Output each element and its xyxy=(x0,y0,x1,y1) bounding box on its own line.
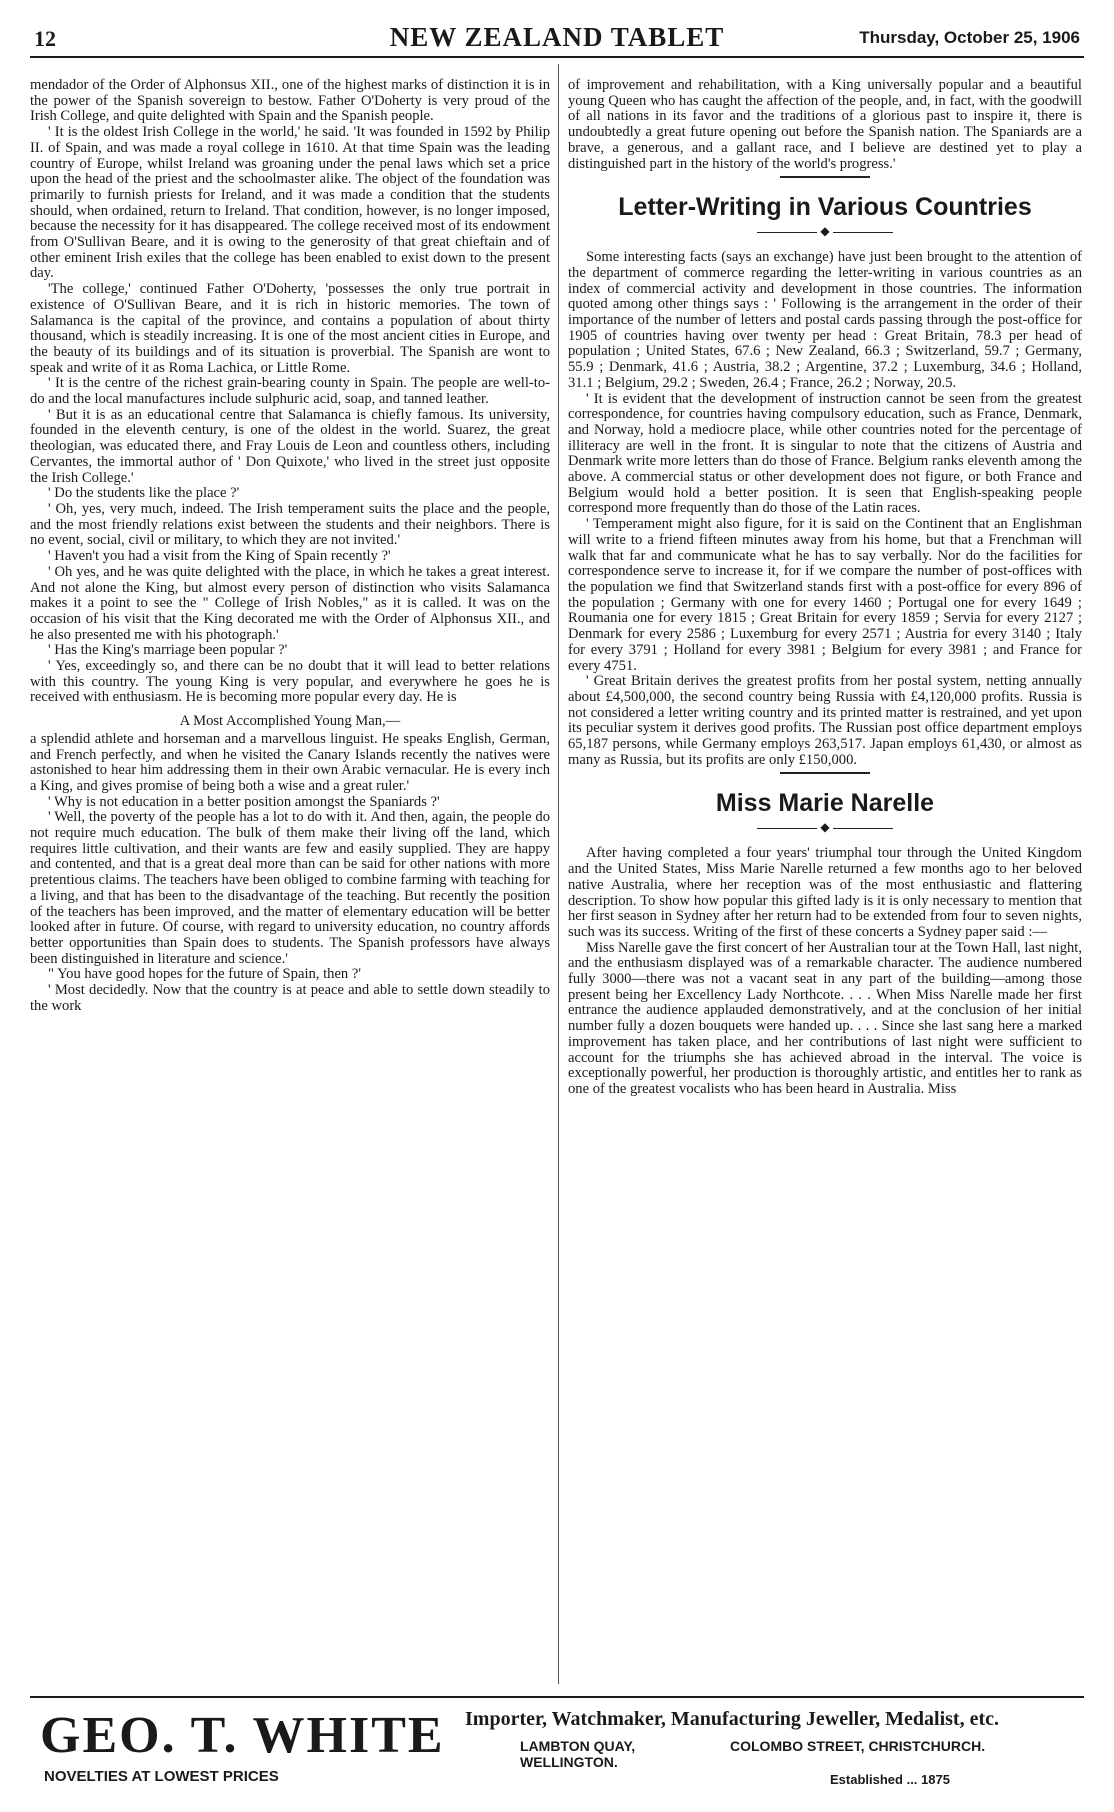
paragraph: ' Yes, exceedingly so, and there can be no doubt that it will lead to better relations with this country. The young King is very popular, and everywhere he goes he is received with enthusiasm. He is becoming more popular every day. He is xyxy=(30,658,550,706)
right-column xyxy=(568,78,1082,1678)
column-divider xyxy=(558,64,559,1684)
paragraph: mendador of the Order of Alphonsus XII., one of the highest marks of distinction it is in the power of the Spanish sovereign to bestow. Father O'Doherty is very proud of the Irish College, and quite delighted with Spain and the Spanish people. xyxy=(30,78,550,125)
address-line: LAMBTON QUAY, xyxy=(520,1738,636,1754)
paragraph: 'The college,' continued Father O'Doherty, 'possesses the only true portrait in existence of O'Sullivan Beare, and it is rich in historic memories. The town of Salamanca is the capital of the province, and contains a population of about thirty thousand, which is steadily increasing. It is one of the most ancient cities in Europe, and the beauty of its buildings and of its situation is proverbial. The Spanish are wont to speak and write of it as Roma Lachica, or Little Rome. xyxy=(30,281,550,376)
section-rule xyxy=(780,772,870,774)
title-ornament: ◆ xyxy=(568,224,1082,238)
paragraph: a splendid athlete and horseman and a marvellous linguist. He speaks English, German, and French perfectly, and when he visited the Canary Islands recently the natives were astonished to hear him addressing them in their own Arabic vernacular. He is every inch a King, and gives promise of being both a wise and a great ruler.' xyxy=(30,730,550,794)
paragraph: Some interesting facts (says an exchange) have just been brought to the attention of the department of commerce regarding the letter-writing in various countries as an index of commercial activity and development in those countries. The information quoted among other things says : ' Following is the arrangement in the order of their importance of the number of letters and postal cards passing through the post-office for 1905 of countries having over twenty per head : Great Britain, 78.3 per head of population ; United States, 67.6 ; New Zealand, 66.3 ; Switzerland, 59.7 ; Germany, 55.9 ; Denmark, 41.6 ; Austria, 38.2 ; Argentine, 37.2 ; Luxemburg, 34.6 ; Holland, 31.1 ; Belgium, 29.2 ; Sweden, 26.4 ; France, 26.2 ; Norway, 20.5. xyxy=(568,249,1082,391)
paragraph: ' Haven't you had a visit from the King of Spain recently ?' xyxy=(48,548,391,565)
wellington-address xyxy=(520,1738,635,1770)
article-title-letter-writing: Letter-Writing in Various Countries xyxy=(618,193,1032,222)
paragraph: After having completed a four years' triumphal tour through the United Kingdom and the United States, Miss Marie Narelle returned a few months ago to her beloved native Australia, where her reception was of the most enthusiastic and flattering description. To show how popular this gifted lady is it is only necessary to mention that her first season in Sydney after her return had to be extended from four to seven nights, such was its success. Writing of the first of these concerts a Sydney paper said :— xyxy=(568,845,1082,940)
title-ornament: ◆ xyxy=(568,820,1082,834)
paragraph: ' Has the King's marriage been popular ?' xyxy=(48,642,288,659)
paragraph: ' Oh yes, and he was quite delighted with the place, in which he takes a great interest. And not alone the King, but almost every person of distinction who visits Salamanca makes it a point to see the " College of Irish Nobles," as it is called. It was on the occasion of his visit that the King decorated me with the Order of Alphonsus XII., and he also presented me with his photograph.' xyxy=(30,563,550,643)
paragraph: ' Most decidedly. Now that the country is at peace and able to settle down steadily to the work xyxy=(30,982,550,1014)
paragraph: ' Temperament might also figure, for it is said on the Continent that an Englishman will write to a friend fifteen minutes away from his home, but that a Frenchman will walk that far and communicate what he has to say verbally. Nor do the facilities for correspondence serve to increase it, for if we compare the number of post-offices with the population we find that Switzerland stands first with a post-office for every 896 of the population ; Germany with one for every 1460 ; Portugal one for every 1649 ; Roumania one for every 1815 ; Great Britain for every 1859 ; Servia for every 2127 ; Denmark for every 2586 ; Luxemburg for every 2571 ; Austria for every 3140 ; Italy for every 3791 ; Holland for every 3981 ; Belgium for every 3981 ; and France for every 4751. xyxy=(568,516,1082,674)
paragraph: ' Great Britain derives the greatest profits from her postal system, netting annually about £4,500,000, the second country being Russia with £4,120,000 profits. Russia is not considered a letter writing country and its printed matter is restrained, and yet upon its peculiar system it derives good profits. The Russian post office department employs 65,187 persons, while Germany employs 263,517. Japan employs 61,430, or almost as many as Russia, but its profits are only £150,000. xyxy=(568,673,1082,768)
paragraph: ' Well, the poverty of the people has a lot to do with it. And then, again, the people do not require much education. The bulk of them make their living off the land, which requires little cultivation, and their wants are few and easily supplied. They are happy and contented, and that is a great deal more than can be said for other nations with more pretentious claims. The teachers have been obliged to combine farming with teaching for a living, and that has been to the disadvantage of the teaching. But recently the position of the teachers has been improved, and the matter of elementary education will be better looked after in future. Of course, with regard to university education, no country affords better opportunities than Spain does to students. The Spanish professors have always been distinguished in literature and science.' xyxy=(30,809,550,967)
paragraph: ' It is the oldest Irish College in the world,' he said. 'It was founded in 1592 by Philip II. of Spain, and was made a royal college in 1610. At that time Spain was the leading country of Europe, whilst Ireland was groaning under the penal laws which set a price upon the head of the priest and the schoolmaster alike. The object of the foundation was primarily to furnish priests for Ireland, and it was made a condition that the students should, when ordained, return to Ireland. That condition, however, is no longer imposed, because the necessity for it has disappeared. The college received most of its endowment from O'Sullivan Beare, and it is owing to the generosity of that great chieftain and of other eminent Irish exiles that the college has been enabled to exist down to the present day. xyxy=(30,124,550,282)
newspaper-title: NEW ZEALAND TABLET xyxy=(389,22,725,52)
address-line: WELLINGTON. xyxy=(520,1754,618,1770)
page-number: 12 xyxy=(34,26,56,51)
advertiser-trade: Importer, Watchmaker, Manufacturing Jeweller, Medalist, etc. xyxy=(465,1708,999,1730)
paragraph: ' Oh, yes, very much, indeed. The Irish temperament suits the place and the people, and the most friendly relations exist between the students and their neighbors. There is no event, social, civil or military, to which they are not invited.' xyxy=(30,500,550,549)
masthead xyxy=(30,20,1084,58)
address-line: COLOMBO STREET, CHRISTCHURCH. xyxy=(730,1738,986,1754)
paragraph: ' It is the centre of the richest grain-bearing county in Spain. The people are well-to-do and the local manufactures include sulphuric acid, soap, and tanned leather. xyxy=(30,375,550,408)
paragraph: ' Why is not education in a better position amongst the Spaniards ?' xyxy=(48,793,440,810)
advertisement xyxy=(30,1696,1084,1798)
paragraph: Miss Narelle gave the first concert of her Australian tour at the Town Hall, last night, and the enthusiasm displayed was of a remarkable character. The audience numbered fully 3000—there was not a vacant seat in any part of the building—among those present being her Excellency Lady Northcote. . . . When Miss Narelle made her first entrance the audience applauded demonstratively, and at the conclusion of her initial number fully a dozen bouquets were handed up. . . . Since she last sang here a marked improvement has taken place, and her contributions of last night were sufficient to account for the triumphs she has achieved abroad in the interval. The voice is exceptionally powerful, her production is thoroughly artistic, and entitles her to rank as one of the greatest vocalists who has been heard in Australia. Miss xyxy=(568,939,1082,1097)
paragraph: ' It is evident that the development of instruction cannot be seen from the greatest correspondence, for countries having compulsory education, such as France, Denmark, and Norway, hold a mediocre place, while other countries noted for the percentage of illiteracy are well in the front. It is singular to note that the citizens of Austria and Denmark write more letters than do those of France. Belgium ranks eleventh among the above. A commercial status or other development does not figure, or both France and Belgium would hold a better position. It is seen that English-speaking people correspond more frequently than do those of the Latin races. xyxy=(568,390,1082,517)
advertiser-name: GEO. T. WHITE xyxy=(40,1707,445,1764)
advertiser-tagline: NOVELTIES AT LOWEST PRICES xyxy=(44,1768,279,1785)
paragraph: ' Do the students like the place ?' xyxy=(48,485,240,502)
issue-date: Thursday, October 25, 1906 xyxy=(859,28,1080,47)
paragraph: of improvement and rehabilitation, with a King universally popular and a beautiful young Queen who has caught the affection of the people, and, in fact, with the goodwill of all nations in its favor and the traditions of a glorious past to inspire it, there is undoubtedly a great future opening out before the Spanish nation. The Spaniards are a brave, a generous, and a gallant race, and I believe are destined yet to play a distinguished part in the history of the world's progress.' xyxy=(568,78,1082,172)
paragraph: ' But it is as an educational centre that Salamanca is chiefly famous. Its university, founded in the eleventh century, is one of the oldest in the world. Suarez, the great theologian, was educated there, and Fray Louis de Leon and countless others, including Cervantes, the immortal author of ' Don Quixote,' who lived in the street just opposite the Irish College.' xyxy=(30,406,550,486)
left-column xyxy=(30,78,550,1678)
subheading: A Most Accomplished Young Man,— xyxy=(179,713,401,730)
christchurch-address xyxy=(730,1738,985,1754)
paragraph: " You have good hopes for the future of Spain, then ?' xyxy=(48,966,361,983)
established-date: Established ... 1875 xyxy=(830,1772,950,1787)
section-rule xyxy=(780,176,870,178)
article-title-marie-narelle: Miss Marie Narelle xyxy=(715,789,935,818)
